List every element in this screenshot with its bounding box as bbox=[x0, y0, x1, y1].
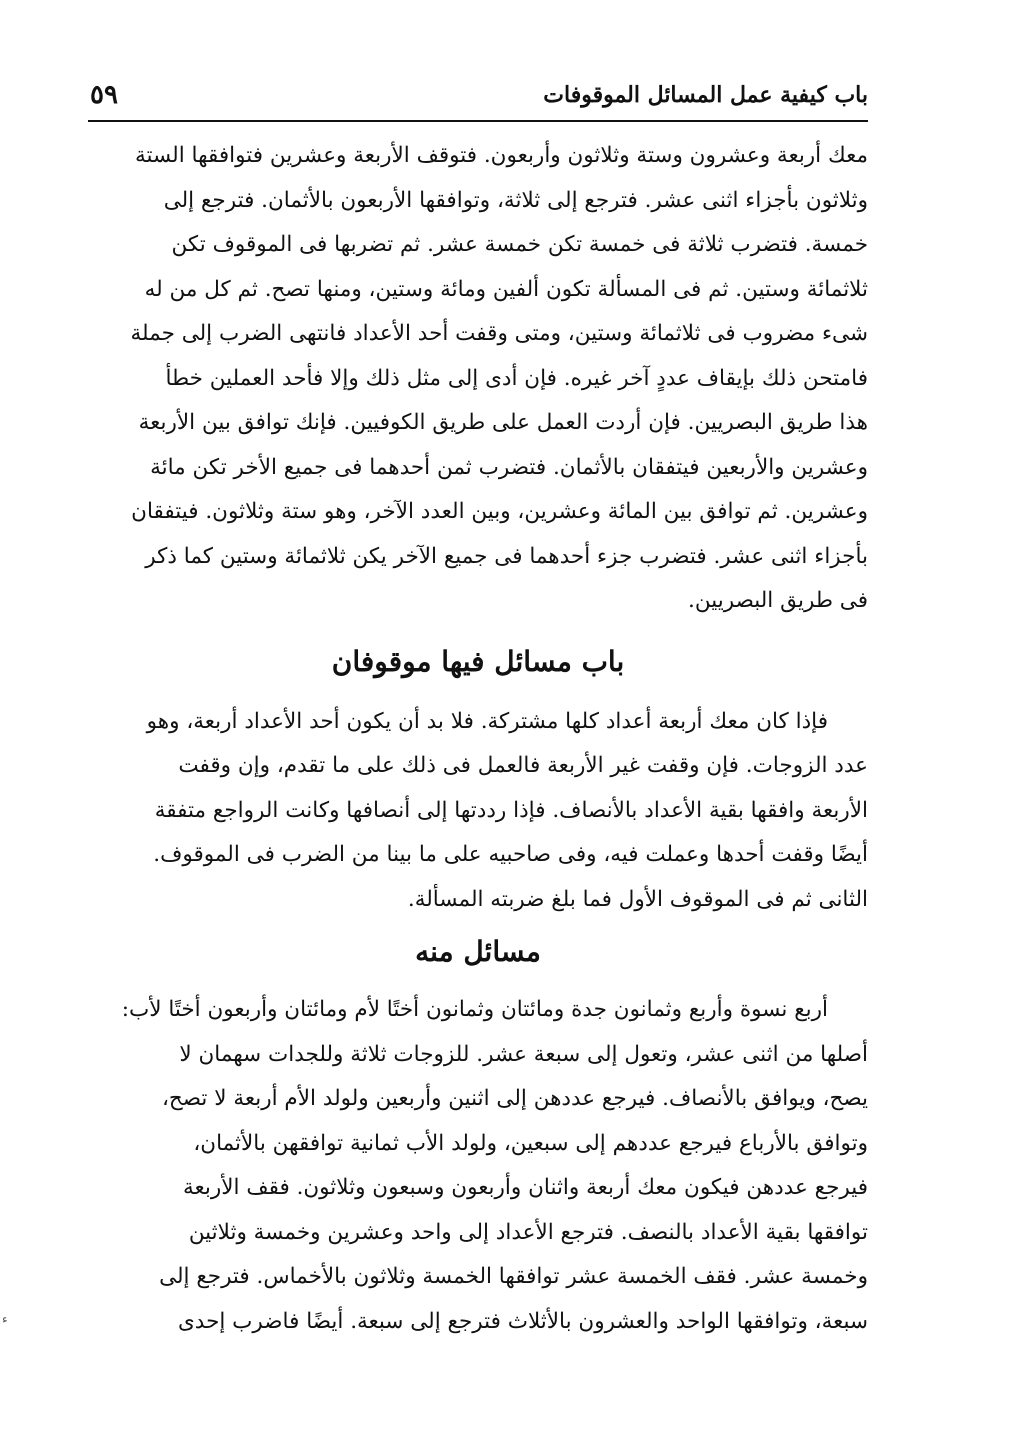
page-header bbox=[88, 70, 868, 122]
text-line: وتوافق بالأرباع فيرجع عددهم إلى سبعين، ولولد الأب ثمانية توافقهن بالأثمان، bbox=[193, 1130, 868, 1156]
text-line: الثانى ثم فى الموقوف الأول فما بلغ ضربته المسألة. bbox=[407, 886, 868, 912]
text-line: هذا طريق البصريين. فإن أردت العمل على طريق الكوفيين. فإنك توافق بين الأربعة bbox=[138, 410, 868, 435]
text-line: وخمسة عشر. فقف الخمسة عشر توافقها الخمسة وثلاثون بالأخماس. فترجع إلى bbox=[159, 1264, 868, 1289]
text-line: شىء مضروب فى ثلاثمائة وستين، ومتى وقفت أحد الأعداد فانتهى الضرب إلى جملة bbox=[130, 321, 868, 346]
text-line: أصلها من اثنى عشر، وتعول إلى سبعة عشر. للزوجات ثلاثة وللجدات سهمان لا bbox=[179, 1041, 868, 1067]
text-line: الأربعة وافقها بقية الأعداد بالأنصاف. فإذا رددتها إلى أنصافها وكانت الرواجع متفقة bbox=[154, 797, 868, 823]
text-line: فامتحن ذلك بإيقاف عددٍ آخر غيره. فإن أدى إلى مثل ذلك وإلا فأحد العملين خطأ bbox=[165, 365, 868, 391]
text-line: معك أربعة وعشرون وستة وثلاثون وأربعون. فتوقف الأربعة وعشرين فتوافقها الستة bbox=[134, 143, 868, 168]
page-number: ٥٩ bbox=[90, 80, 118, 110]
section-heading-2: مسائل منه bbox=[415, 935, 541, 968]
text-line: عدد الزوجات. فإن وقفت غير الأربعة فالعمل فى ذلك على ما تقدم، وإن وقفت bbox=[178, 753, 868, 778]
text-line: فإذا كان معك أربعة أعداد كلها مشتركة. فلا بد أن يكون أحد الأعداد أربعة، وهو bbox=[146, 708, 828, 734]
running-title: باب كيفية عمل المسائل الموقوفات bbox=[543, 82, 868, 108]
text-line: فيرجع عددهن فيكون معك أربعة واثنان وأربعون وسبعون وثلاثون. فقف الأربعة bbox=[182, 1175, 868, 1200]
text-line: سبعة، وتوافقها الواحد والعشرون بالأثلاث فترجع إلى سبعة. أيضًا فاضرب إحدى bbox=[177, 1308, 868, 1334]
text-line: أربع نسوة وأربع وثمانون جدة ومائتان وثمانون أختًا لأم ومائتان وأربعون أختًا لأب: bbox=[121, 997, 828, 1022]
text-line: وعشرين والأربعين فيتفقان بالأثمان. فتضرب ثمن أحدهما فى جميع الأخر تكن مائة bbox=[150, 454, 868, 480]
text-line: ثلاثمائة وستين. ثم فى المسألة تكون ألفين ومائة وستين، ومنها تصح. ثم كل من له bbox=[144, 276, 868, 302]
book-page bbox=[88, 70, 868, 1344]
text-line: خمسة. فتضرب ثلاثة فى خمسة تكن خمسة عشر. ثم تضربها فى الموقوف تكن bbox=[171, 232, 868, 257]
paragraph-1 bbox=[88, 134, 868, 624]
text-line: بأجزاء اثنى عشر. فتضرب جزء أحدهما فى جميع الآخر يكن ثلاثمائة وستين كما ذكر bbox=[145, 543, 868, 569]
paragraph-2 bbox=[88, 700, 868, 923]
text-line: يصح، ويوافق بالأنصاف. فيرجع عددهن إلى اثنين وأربعين ولولد الأم أربعة لا تصح، bbox=[161, 1086, 868, 1111]
text-line: أيضًا وقفت أحدها وعملت فيه، وفى صاحبيه على ما بينا من الضرب فى الموقوف. bbox=[153, 842, 868, 867]
text-line: فى طريق البصريين. bbox=[688, 588, 868, 613]
paragraph-3 bbox=[88, 988, 868, 1344]
text-line: وعشرين. ثم توافق بين المائة وعشرين، وبين العدد الآخر، وهو ستة وثلاثون. فيتفقان bbox=[131, 499, 868, 524]
margin-mark: ء bbox=[2, 1312, 8, 1326]
text-line: توافقها بقية الأعداد بالنصف. فترجع الأعداد إلى واحد وعشرين وخمسة وثلاثين bbox=[188, 1219, 868, 1245]
section-heading-1: باب مسائل فيها موقوفان bbox=[331, 644, 625, 678]
text-line: وثلاثون بأجزاء اثنى عشر. فترجع إلى ثلاثة، وتوافقها الأربعون بالأثمان. فترجع إلى bbox=[163, 187, 868, 213]
